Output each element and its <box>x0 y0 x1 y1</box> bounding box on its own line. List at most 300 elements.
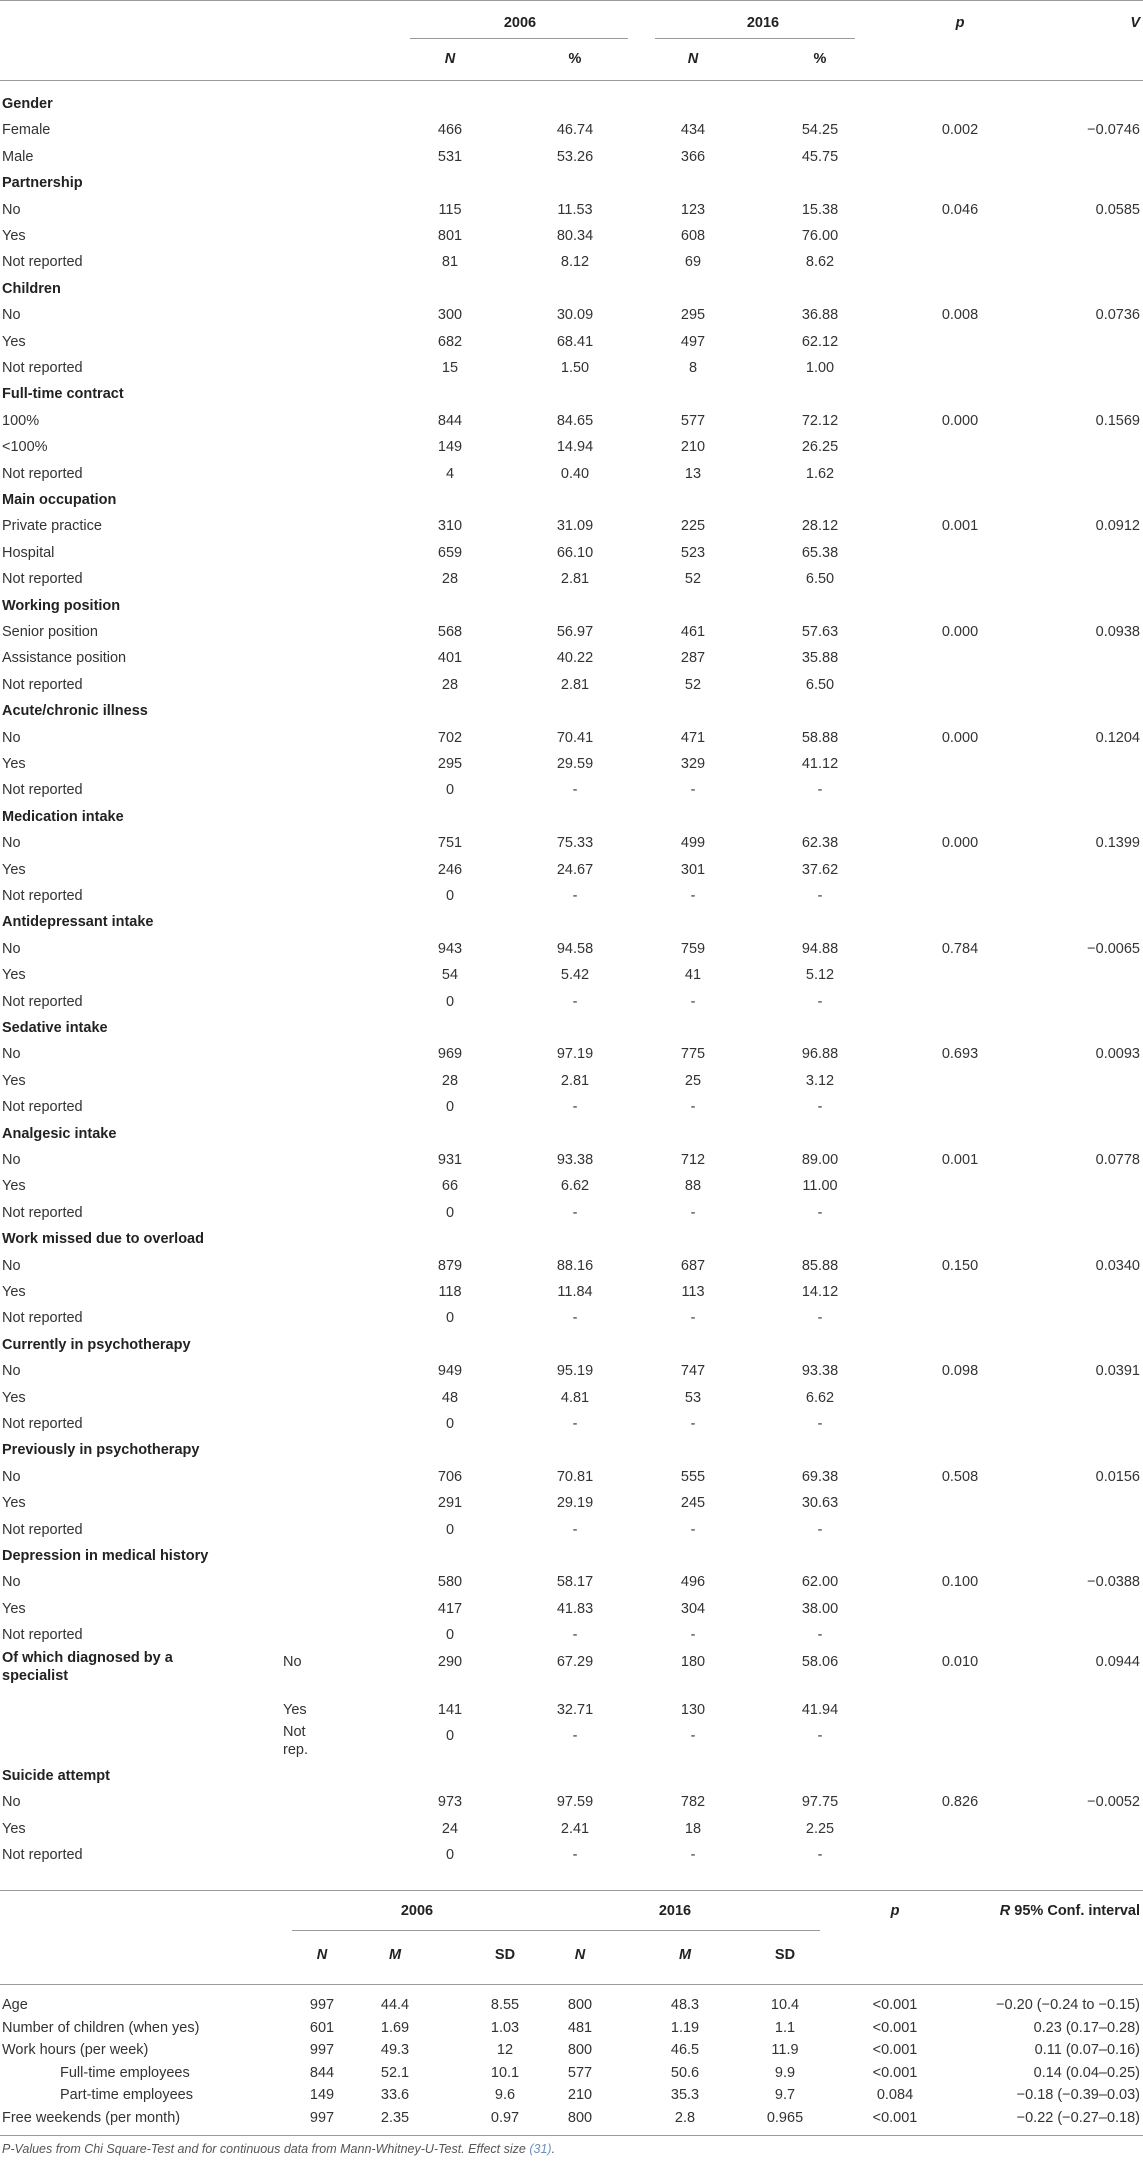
cell-n-2016: 800 <box>567 2110 593 2126</box>
row-label: Not reported <box>2 571 83 588</box>
row-label: No <box>2 1574 21 1591</box>
cell-n-2016: 210 <box>680 439 706 456</box>
cell-m-2006: 33.6 <box>380 2087 410 2104</box>
cell-v-value <box>1035 962 1140 988</box>
cell-n-2006: 801 <box>437 228 463 244</box>
cell-r-ci: 0.14 (0.04–0.25) <box>1033 2064 1140 2081</box>
cell-n-2016: - <box>690 1521 696 1538</box>
cell-pct-2006: 24.67 <box>556 861 594 878</box>
row-label: Senior position <box>2 624 98 640</box>
cell-v-value <box>1035 1094 1140 1120</box>
cell-n-2006: 0 <box>445 782 455 799</box>
row-label: Full-time employees <box>60 2064 190 2081</box>
row-label: Yes <box>2 756 26 772</box>
cell-n-2016: 747 <box>680 1363 706 1380</box>
cell-pct-2006: 31.09 <box>556 518 594 535</box>
cell-pct-2016: - <box>817 782 823 799</box>
row-label: Free weekends (per month) <box>2 2110 181 2126</box>
cell-n-2006: 15 <box>441 360 459 376</box>
cell-n-2016: 88 <box>684 1178 702 1195</box>
cell-v-value <box>1035 144 1140 170</box>
cell-pct-2016: 57.63 <box>801 624 839 640</box>
cell-pct-2016: 94.88 <box>801 940 839 957</box>
cell-p-value: 0.000 <box>941 835 979 852</box>
cell-pct-2016: 1.00 <box>805 360 835 376</box>
cell-pct-2006: 29.19 <box>556 1495 594 1512</box>
row-label: Yes <box>2 1600 26 1617</box>
row-label: Yes <box>2 1284 26 1300</box>
cell-pct-2006: 53.26 <box>556 148 594 165</box>
table2-header-sd-2016: SD <box>774 1947 796 1963</box>
cell-pct-2006: 66.10 <box>556 544 594 561</box>
cell-v-value: 0.0340 <box>1095 1257 1140 1274</box>
cell-n-2016: 52 <box>684 676 702 693</box>
cell-n-2006: 659 <box>437 544 463 561</box>
cell-pct-2016: 5.12 <box>805 967 835 984</box>
cell-p-value <box>910 1842 1010 1868</box>
group-title: Previously in psychotherapy <box>2 1442 200 1459</box>
cell-p-value <box>910 144 1010 170</box>
cell-p-value <box>910 1385 1010 1411</box>
cell-p-value <box>910 1596 1010 1622</box>
cell-p-value: 0.784 <box>941 940 979 957</box>
cell-pct-2006: 88.16 <box>556 1257 594 1274</box>
row-label: Male <box>2 148 34 165</box>
cell-p-value: 0.010 <box>941 1653 979 1670</box>
cell-n-2006: 4 <box>445 465 455 482</box>
cell-n-2016: 301 <box>680 861 706 878</box>
cell-v-value <box>1035 1517 1140 1543</box>
cell-pct-2006: 93.38 <box>556 1152 594 1168</box>
cell-pct-2016: 28.12 <box>801 518 839 535</box>
cell-v-value <box>1035 1411 1140 1437</box>
cell-p-value <box>910 1094 1010 1120</box>
table2-header-year-2006: 2006 <box>400 1903 434 1919</box>
header-n-2016: N <box>687 51 699 67</box>
cell-r-ci: 0.23 (0.17–0.28) <box>1033 2019 1140 2036</box>
cell-n-2016: 523 <box>680 544 706 561</box>
cell-pct-2016: 37.62 <box>801 861 839 878</box>
cell-n-2016: 577 <box>567 2064 593 2081</box>
cell-pct-2006: 1.50 <box>560 360 590 376</box>
cell-v-value <box>1035 249 1140 275</box>
cell-n-2006: 149 <box>309 2087 335 2104</box>
row-label: Yes <box>2 1820 26 1837</box>
row-label: Work hours (per week) <box>2 2042 149 2059</box>
cell-n-2016: 687 <box>680 1257 706 1274</box>
cell-pct-2006: 40.22 <box>556 650 594 667</box>
cell-n-2016: 608 <box>680 228 706 244</box>
cell-pct-2016: 14.12 <box>801 1284 839 1300</box>
row-label: No <box>2 1363 21 1380</box>
cell-pct-2016: 58.06 <box>801 1653 839 1670</box>
cell-v-value <box>1035 1279 1140 1305</box>
cell-sd-2006: 10.1 <box>490 2064 520 2081</box>
cell-p-value <box>910 1816 1010 1842</box>
cell-p-value <box>910 645 1010 671</box>
cell-pct-2016: 76.00 <box>801 228 839 244</box>
cell-m-2006: 49.3 <box>380 2042 410 2059</box>
cell-pct-2006: - <box>572 1521 578 1538</box>
cell-v-value <box>1035 777 1140 803</box>
cell-n-2016: 41 <box>684 967 702 984</box>
group-title: Sedative intake <box>2 1020 108 1036</box>
cell-v-value: 0.0778 <box>1095 1152 1140 1168</box>
cell-pct-2006: - <box>572 1728 578 1744</box>
cell-p-value <box>910 1305 1010 1331</box>
cell-n-2006: 969 <box>437 1046 463 1063</box>
cell-sd-2006: 12 <box>496 2042 514 2059</box>
cell-pct-2016: 41.12 <box>801 756 839 772</box>
cell-pct-2016: 62.00 <box>801 1574 839 1591</box>
cell-v-value: 0.1399 <box>1095 835 1140 852</box>
cell-pct-2006: 84.65 <box>556 412 594 429</box>
cell-n-2006: 28 <box>441 1072 459 1089</box>
cell-n-2006: 568 <box>437 624 463 640</box>
header-bottom-rule <box>0 80 1143 81</box>
cell-pct-2016: 30.63 <box>801 1495 839 1512</box>
cell-n-2006: 0 <box>445 1627 455 1644</box>
row-label: Female <box>2 122 51 139</box>
cell-n-2006: 0 <box>445 993 455 1010</box>
cell-p-value <box>910 883 1010 909</box>
group-title: Work missed due to overload <box>2 1231 204 1248</box>
cell-n-2016: 123 <box>680 201 706 218</box>
cell-v-value: 0.0585 <box>1095 201 1140 218</box>
row-label: Not reported <box>2 1627 83 1644</box>
header-v: V <box>1130 15 1140 31</box>
footnote-text: P-Values from Chi Square-Test and for continuous data from Mann-Whitney-U-Test. Effect size <box>2 2142 530 2156</box>
cell-pct-2016: 65.38 <box>801 544 839 561</box>
cell-m-2016: 35.3 <box>670 2087 700 2104</box>
row-label: Not reported <box>2 1521 83 1538</box>
cell-sd-2016: 0.965 <box>766 2110 804 2126</box>
cell-n-2016: 295 <box>680 307 706 324</box>
cell-n-2006: 997 <box>309 2110 335 2126</box>
row-sublabel: No <box>283 1653 302 1670</box>
cell-p-value: <0.001 <box>872 1997 918 2013</box>
cell-pct-2016: 58.88 <box>801 729 839 746</box>
cell-m-2016: 48.3 <box>670 1997 700 2013</box>
row-label: Not reported <box>2 1416 83 1432</box>
table2-header-m-2006: M <box>388 1947 402 1963</box>
cell-pct-2016: 41.94 <box>801 1701 839 1718</box>
row-label: Number of children (when yes) <box>2 2019 200 2036</box>
cell-pct-2016: 97.75 <box>801 1794 839 1811</box>
row-label: Not reported <box>2 888 83 904</box>
cell-sd-2016: 10.4 <box>770 1997 800 2013</box>
cell-v-value <box>1035 1385 1140 1411</box>
row-label: 100% <box>2 412 40 429</box>
footnote-end: . <box>551 2142 556 2156</box>
cell-pct-2006: 80.34 <box>556 228 594 244</box>
cell-n-2016: 712 <box>680 1152 706 1168</box>
cell-v-value: −0.0388 <box>1087 1574 1140 1591</box>
cell-p-value <box>910 1697 1010 1723</box>
row-label: Not reported <box>2 254 83 271</box>
cell-v-value <box>1035 1842 1140 1868</box>
cell-n-2016: 18 <box>684 1820 702 1837</box>
cell-n-2016: 496 <box>680 1574 706 1591</box>
cell-p-value <box>910 1517 1010 1543</box>
cell-v-value <box>1035 355 1140 381</box>
cell-m-2016: 1.19 <box>670 2019 700 2036</box>
cell-pct-2016: - <box>817 1099 823 1116</box>
cell-n-2016: 800 <box>567 1997 593 2013</box>
cell-pct-2006: 67.29 <box>556 1653 594 1670</box>
cell-pct-2016: 35.88 <box>801 650 839 667</box>
cell-p-value: 0.002 <box>941 122 979 139</box>
cell-p-value: 0.008 <box>941 307 979 324</box>
group-title: Medication intake <box>2 808 124 825</box>
cell-pct-2006: 30.09 <box>556 307 594 324</box>
cell-n-2016: 782 <box>680 1794 706 1811</box>
cell-v-value <box>1035 461 1140 487</box>
cell-n-2016: - <box>690 1099 696 1116</box>
table2-year-2016-underline <box>530 1930 820 1931</box>
cell-n-2006: 997 <box>309 1997 335 2013</box>
row-label: Assistance position <box>2 650 127 667</box>
group-title: Children <box>2 280 61 297</box>
cell-n-2006: 246 <box>437 861 463 878</box>
cell-v-value <box>1035 1490 1140 1516</box>
cell-p-value <box>910 249 1010 275</box>
cell-n-2006: 295 <box>437 756 463 772</box>
cell-n-2016: 481 <box>567 2019 593 2036</box>
cell-n-2006: 141 <box>437 1701 463 1718</box>
cell-r-ci: −0.18 (−0.39–0.03) <box>1016 2087 1140 2104</box>
cell-n-2016: 25 <box>684 1072 702 1089</box>
cell-pct-2016: - <box>817 993 823 1010</box>
cell-v-value: −0.0065 <box>1087 940 1140 957</box>
cell-p-value: 0.000 <box>941 729 979 746</box>
cell-pct-2016: 2.25 <box>805 1820 835 1837</box>
cell-pct-2006: 5.42 <box>560 967 590 984</box>
cell-p-value: 0.098 <box>941 1363 979 1380</box>
cell-p-value <box>910 566 1010 592</box>
cell-n-2016: 366 <box>680 148 706 165</box>
cell-n-2006: 682 <box>437 333 463 350</box>
table2-top-rule <box>0 1890 1143 1891</box>
header-pct-2006: % <box>568 51 582 67</box>
cell-n-2016: - <box>690 1416 696 1432</box>
cell-p-value: 0.001 <box>941 1152 979 1168</box>
cell-n-2006: 0 <box>445 1728 455 1744</box>
cell-pct-2016: - <box>817 1310 823 1327</box>
table2-header-p: p <box>890 1903 900 1919</box>
cell-v-value <box>1035 857 1140 883</box>
cell-p-value: 0.084 <box>876 2087 914 2104</box>
group-title: Main occupation <box>2 492 117 508</box>
cell-pct-2016: 96.88 <box>801 1046 839 1063</box>
cell-n-2006: 81 <box>441 254 459 271</box>
cell-pct-2006: - <box>572 1627 578 1644</box>
cell-n-2006: 401 <box>437 650 463 667</box>
cell-n-2006: 0 <box>445 1521 455 1538</box>
row-sublabel: Yes <box>283 1701 307 1718</box>
cell-pct-2016: - <box>817 1416 823 1432</box>
cell-pct-2006: 11.84 <box>557 1284 593 1300</box>
cell-n-2016: 52 <box>684 571 702 588</box>
cell-p-value: 0.693 <box>941 1046 979 1063</box>
cell-sd-2016: 1.1 <box>774 2019 796 2036</box>
cell-pct-2006: 0.40 <box>560 465 590 482</box>
year-2016-underline <box>655 38 855 39</box>
table2-header-m-2016: M <box>678 1947 692 1963</box>
cell-n-2016: 53 <box>684 1389 702 1406</box>
header-year-2006: 2006 <box>503 15 537 31</box>
cell-pct-2016: 11.00 <box>802 1178 838 1195</box>
cell-v-value <box>1035 434 1140 460</box>
row-label: No <box>2 835 21 852</box>
table2-header-r: R 95% Conf. interval <box>999 1903 1140 1919</box>
cell-n-2006: 844 <box>437 412 463 429</box>
cell-pct-2016: 6.50 <box>805 676 835 693</box>
cell-n-2016: - <box>690 1847 696 1864</box>
cell-n-2006: 54 <box>441 967 459 984</box>
cell-pct-2016: - <box>817 1728 823 1744</box>
cell-p-value <box>910 1279 1010 1305</box>
cell-v-value: 0.0944 <box>1095 1653 1140 1670</box>
row-label: Hospital <box>2 544 55 561</box>
cell-pct-2016: 15.38 <box>801 201 839 218</box>
cell-m-2016: 50.6 <box>670 2064 700 2081</box>
row-label: Not reported <box>2 465 83 482</box>
top-rule <box>0 0 1143 1</box>
cell-pct-2006: - <box>572 888 578 904</box>
table2-header-bottom-rule <box>0 1984 1143 1985</box>
cell-pct-2006: - <box>572 1847 578 1864</box>
cell-n-2016: - <box>690 888 696 904</box>
cell-pct-2016: - <box>817 1521 823 1538</box>
row-label: No <box>2 1152 21 1168</box>
cell-n-2016: - <box>690 1204 696 1221</box>
cell-n-2006: 0 <box>445 1847 455 1864</box>
cell-m-2016: 2.8 <box>674 2110 696 2126</box>
cell-pct-2016: 6.50 <box>805 571 835 588</box>
row-label: Not reported <box>2 676 83 693</box>
cell-pct-2016: 26.25 <box>801 439 839 456</box>
cell-pct-2006: 11.53 <box>557 201 593 218</box>
header-p: p <box>955 15 965 31</box>
cell-sd-2006: 8.55 <box>490 1997 520 2013</box>
cell-n-2006: 997 <box>309 2042 335 2059</box>
cell-pct-2006: 70.81 <box>556 1468 594 1485</box>
cell-pct-2006: 4.81 <box>560 1389 590 1406</box>
row-label: Yes <box>2 1178 26 1195</box>
cell-p-value: 0.001 <box>941 518 979 535</box>
cell-pct-2016: - <box>817 1204 823 1221</box>
cell-n-2006: 28 <box>441 571 459 588</box>
cell-p-value: 0.000 <box>941 624 979 640</box>
cell-n-2006: 943 <box>437 940 463 957</box>
cell-n-2006: 931 <box>437 1152 463 1168</box>
table2-header-r-text: 95% Conf. interval <box>1014 1903 1140 1919</box>
cell-pct-2016: 1.62 <box>805 465 835 482</box>
cell-v-value <box>1035 1697 1140 1723</box>
cell-r-ci: −0.20 (−0.24 to −0.15) <box>996 1997 1140 2013</box>
cell-m-2006: 44.4 <box>380 1997 410 2013</box>
cell-p-value <box>910 1200 1010 1226</box>
group-title: Working position <box>2 597 121 614</box>
group-title: Partnership <box>2 175 83 192</box>
group-title: Acute/chronic illness <box>2 703 148 720</box>
cell-n-2016: - <box>690 1310 696 1327</box>
row-label: Yes <box>2 1389 26 1406</box>
cell-v-value <box>1035 883 1140 909</box>
row-label: No <box>2 307 21 324</box>
cell-pct-2016: 36.88 <box>801 307 839 324</box>
cell-n-2016: 461 <box>680 624 706 640</box>
cell-pct-2006: 41.83 <box>556 1600 594 1617</box>
row-label: No <box>2 1046 21 1063</box>
cell-p-value <box>910 672 1010 698</box>
cell-pct-2006: - <box>572 782 578 799</box>
cell-n-2016: 245 <box>680 1495 706 1512</box>
cell-n-2016: 471 <box>680 729 706 746</box>
cell-pct-2006: 2.41 <box>560 1820 590 1837</box>
cell-n-2006: 531 <box>437 148 463 165</box>
header-pct-2016: % <box>813 51 827 67</box>
cell-v-value: 0.0736 <box>1095 307 1140 324</box>
cell-n-2016: 577 <box>680 412 706 429</box>
cell-v-value: −0.0052 <box>1087 1794 1140 1811</box>
cell-v-value <box>1035 1622 1140 1648</box>
cell-p-value <box>910 540 1010 566</box>
row-label: Yes <box>2 967 26 984</box>
cell-n-2016: 800 <box>567 2042 593 2059</box>
cell-p-value <box>910 989 1010 1015</box>
group-title: Currently in psychotherapy <box>2 1336 191 1353</box>
cell-pct-2006: 75.33 <box>556 835 594 852</box>
row-label: Yes <box>2 228 26 244</box>
cell-r-ci: 0.11 (0.07–0.16) <box>1034 2042 1140 2059</box>
cell-p-value <box>910 1173 1010 1199</box>
footnote <box>2 2142 555 2156</box>
cell-v-value: 0.1569 <box>1095 412 1140 429</box>
group-title: Gender <box>2 96 53 112</box>
footnote-ref-link[interactable]: (31) <box>529 2142 552 2156</box>
cell-pct-2016: 89.00 <box>801 1152 839 1168</box>
cell-v-value: 0.0938 <box>1095 624 1140 640</box>
cell-n-2006: 149 <box>437 439 463 456</box>
cell-m-2006: 1.69 <box>380 2019 410 2036</box>
cell-sd-2006: 1.03 <box>490 2019 520 2036</box>
cell-n-2016: 775 <box>680 1046 706 1063</box>
cell-pct-2016: 62.38 <box>801 835 839 852</box>
cell-v-value <box>1035 223 1140 249</box>
cell-v-value <box>1035 540 1140 566</box>
cell-n-2016: - <box>690 993 696 1010</box>
group-title: Of which diagnosed by a specialist <box>2 1649 173 1684</box>
cell-pct-2006: - <box>572 1204 578 1221</box>
cell-pct-2006: 58.17 <box>556 1574 594 1591</box>
cell-n-2006: 0 <box>445 1416 455 1432</box>
header-n-2006: N <box>444 51 456 67</box>
cell-n-2006: 844 <box>309 2064 335 2081</box>
row-label: Not reported <box>2 782 83 799</box>
cell-v-value <box>1035 751 1140 777</box>
cell-n-2006: 702 <box>437 729 463 746</box>
cell-p-value: <0.001 <box>872 2019 918 2036</box>
cell-n-2006: 28 <box>441 676 459 693</box>
cell-n-2016: 13 <box>684 465 702 482</box>
cell-p-value: 0.046 <box>941 201 979 218</box>
cell-p-value: <0.001 <box>872 2042 918 2059</box>
cell-n-2016: 287 <box>680 650 706 667</box>
cell-n-2006: 24 <box>441 1820 459 1837</box>
cell-v-value <box>1035 672 1140 698</box>
